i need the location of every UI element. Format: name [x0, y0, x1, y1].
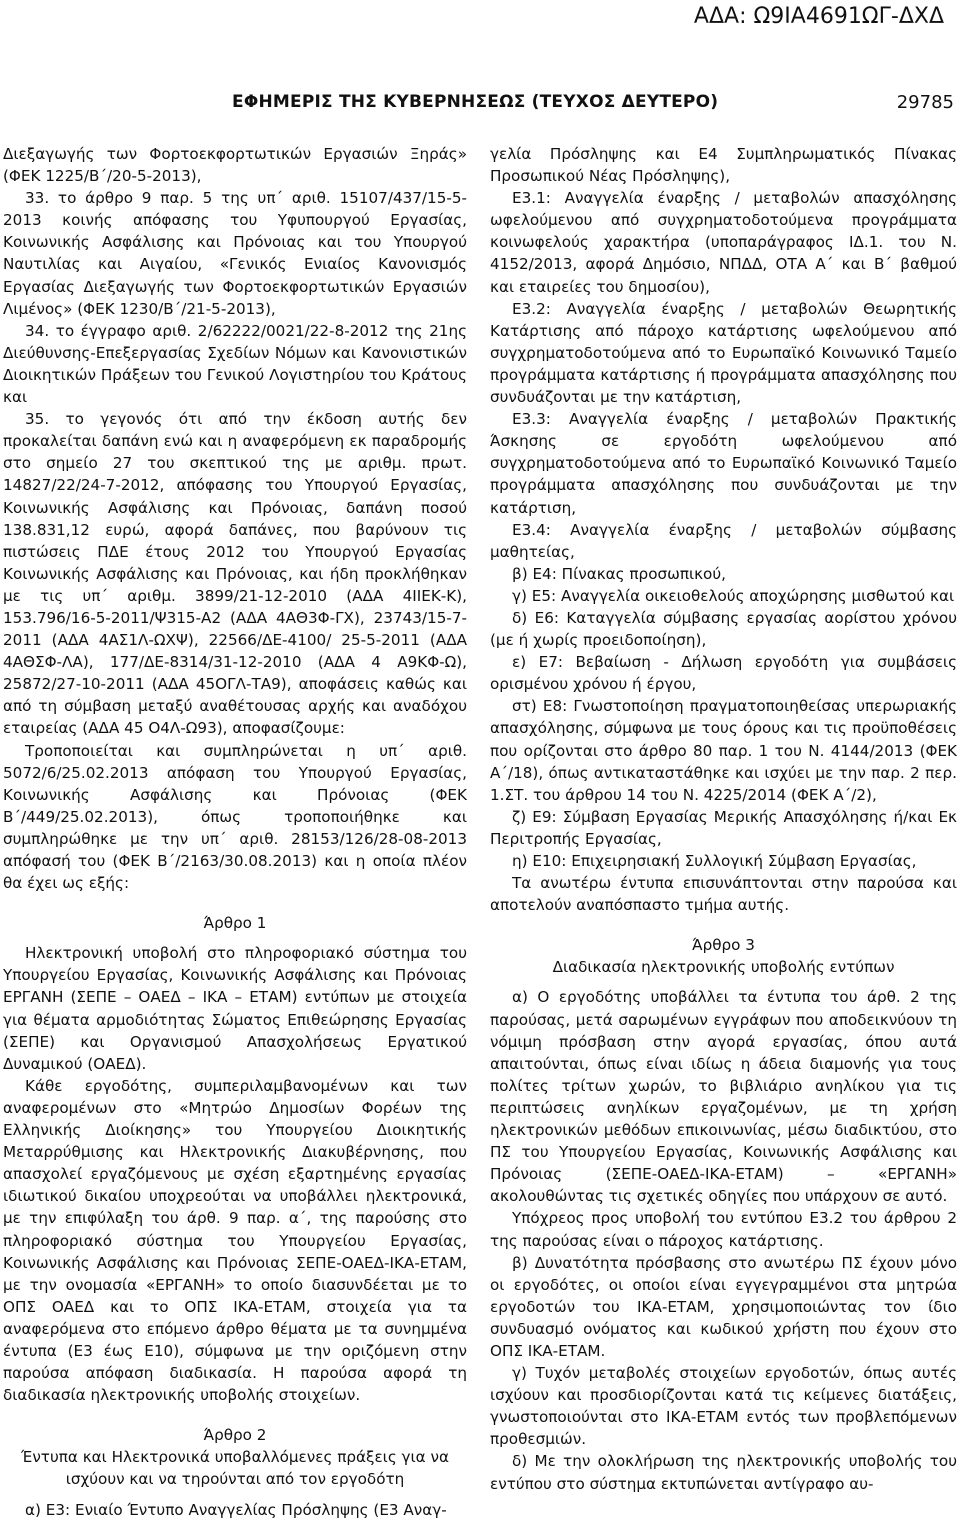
gazette-title: ΕΦΗΜΕΡΙΣ ΤΗΣ ΚΥΒΕΡΝΗΣΕΩΣ (ΤΕΥΧΟΣ ΔΕΥΤΕΡΟ)	[232, 92, 719, 112]
page-number: 29785	[896, 92, 954, 113]
paragraph: Τα ανωτέρω έντυπα επισυνάπτονται στην παρούσα και αποτελούν αναπόσπαστο τμήμα αυτής.	[490, 874, 957, 915]
paragraph: Υπόχρεος προς υποβολή του εντύπου Ε3.2 του άρθρου 2 της παρούσας είναι ο πάροχος κατάρτισης.	[490, 1209, 957, 1250]
paragraph: β) Ε4: Πίνακας προσωπικού,	[512, 564, 726, 583]
article-2-subtitle: Έντυπα και Ηλεκτρονικά υποβαλλόμενες πράξεις για να ισχύουν και να τηρούνται από τον εργοδότη	[20, 1448, 450, 1489]
left-column	[3, 143, 467, 1521]
page-header	[0, 92, 960, 118]
paragraph: β) Δυνατότητα πρόσβασης στο ανωτέρω ΠΣ έχουν μόνο οι εργοδότες, οι οποίοι είναι εγγεγραμμένοι στα μητρώα εργοδοτών του ΙΚΑ-ΕΤΑΜ, χρησιμοποιώντας τον ίδιο συνδυασμό ονόματος και κωδικού χρήστη που έχουν στο ΟΠΣ ΙΚΑ-ΕΤΑΜ.	[490, 1253, 957, 1360]
ada-code: ΑΔΑ: Ω9ΙΑ4691ΩΓ-ΔΧΔ	[693, 4, 944, 29]
paragraph: στ) Ε8: Γνωστοποίηση πραγματοποιηθείσας υπερωριακής απασχόλησης, σύμφωνα με τους όρους και τις προϋποθέσεις που ορίζονται στο άρθρο 80 παρ. 1 του Ν. 4144/2013 (ΦΕΚ Α΄/18), όπως αντικαταστάθηκε και ισχύει με την παρ. 2 περ. 1.ΣΤ. του άρθρου 14 του Ν. 4225/2014 (ΦΕΚ Α΄/2),	[490, 697, 957, 804]
paragraph: 33. το άρθρο 9 παρ. 5 της υπ΄ αριθ. 15107/437/15-5-2013 κοινής απόφασης του Υφυπουργού Εργασίας, Κοινωνικής Ασφάλισης και Πρόνοιας και του Υπουργού Ναυτιλίας και Αιγαίου, «Γενικός Ενιαίος Κανονισμός Εργασίας Διεξαγωγής των Φορτοεκφορτωτικών Εργασιών Λιμένος» (ΦΕΚ 1230/Β΄/21-5-2013),	[3, 189, 467, 318]
paragraph: 34. το έγγραφο αριθ. 2/62222/0021/22-8-2012 της 21ης Διεύθυνσης-Επεξεργασίας Σχεδίων Νόμων και Κανονιστικών Διοικητικών Πράξεων του Γενικού Λογιστηρίου του Κράτους και	[3, 321, 467, 407]
paragraph: γ) Ε5: Αναγγελία οικειοθελούς αποχώρησης μισθωτού και	[512, 586, 955, 605]
paragraph: η) Ε10: Επιχειρησιακή Συλλογική Σύμβαση Εργασίας,	[512, 852, 917, 870]
paragraph: Τροποποιείται και συμπληρώνεται η υπ΄ αριθ. 5072/6/25.02.2013 απόφαση του Υπουργού Εργασίας, Κοινωνικής Ασφάλισης και Πρόνοιας (ΦΕΚ Β΄/449/25.02.2013), όπως τροποποιήθηκε και συμπληρώθηκε με την υπ΄ αριθ. 28153/126/28-08-2013 απόφασή του (ΦΕΚ Β΄/2163/30.08.2013) και η οποία πλέον θα έχει ως εξής:	[3, 741, 467, 893]
paragraph: α) Ο εργοδότης υποβάλλει τα έντυπα του άρθ. 2 της παρούσας, μετά σαρωμένων εγγράφων που αποδεικνύουν τη νόμιμη πρόσβαση στην αγορά εργασίας, όπου αυτά απαιτούνται, όπως είναι ιδίως η άδεια διαμονής για τους πολίτες τρίτων χωρών, το βιβλιάριο ανηλίκου για τις περιπτώσεις ανηλίκων εργαζομένων, με τη χρήση ηλεκτρονικών μεθόδων επικοινωνίας, μέσω διαδικτύου, στο ΠΣ του Υπουργείου Εργασίας, Κοινωνικής Ασφάλισης και Πρόνοιας (ΣΕΠΕ-ΟΑΕΔ-ΙΚΑ-ΕΤΑΜ) – «ΕΡΓΑΝΗ» ακολουθώντας τις σχετικές οδηγίες που υπάρχουν σε αυτό.	[490, 988, 957, 1206]
paragraph: ε) Ε7: Βεβαίωση - Δήλωση εργοδότη για συμβάσεις ορισμένου χρόνου ή έργου,	[490, 653, 957, 694]
paragraph: Ε3.3: Αναγγελία έναρξης / μεταβολών Πρακτικής Άσκησης σε εργοδότη ωφελούμενου από συγχρηματοδοτούμενα από το Ευρωπαϊκό Κοινωνικό Ταμείο προγράμματα απασχόλησης που συνδυάζονται με την κατάρτιση,	[490, 410, 957, 517]
paragraph: γ) Τυχόν μεταβολές στοιχείων εργοδοτών, όπως αυτές ισχύουν και προσδιορίζονται κατά τις κείμενες διατάξεις, γνωστοποιούνται στο ΙΚΑ-ΕΤΑΜ εντός των προβλεπόμενων προθεσμιών.	[490, 1364, 957, 1449]
paragraph: Ηλεκτρονική υποβολή στο πληροφοριακό σύστημα του Υπουργείου Εργασίας, Κοινωνικής Ασφάλισης και Πρόνοιας ΕΡΓΑΝΗ (ΣΕΠΕ – ΟΑΕΔ – ΙΚΑ – ΕΤΑΜ) εντύπων με στοιχεία για θέματα αρμοδιότητας Σώματος Επιθεώρησης Εργασίας (ΣΕΠΕ) και Οργανισμού Απασχολήσεως Εργατικού Δυναμικού (ΟΑΕΔ).	[3, 944, 467, 1073]
paragraph: Κάθε εργοδότης, συμπεριλαμβανομένων και των αναφερομένων στο «Μητρώο Δημοσίων Φορέων της Ελληνικής Διοίκησης» του Υπουργείου Διοικητικής Μεταρρύθμισης και Ηλεκτρονικής Διακυβέρνησης, που απασχολεί εργαζόμενους με σχέση εξαρτημένης εργασίας ιδιωτικού δικαίου υποχρεούται να υποβάλλει ηλεκτρονικά, με την επιφύλαξη του άρθ. 9 παρ. α΄, της παρούσης στο πληροφοριακό σύστημα του Υπουργείου Εργασίας, Κοινωνικής Ασφάλισης και Πρόνοιας ΣΕΠΕ-ΟΑΕΔ-ΙΚΑ-ΕΤΑΜ, με την ονομασία «ΕΡΓΑΝΗ» το οποίο διασυνδέεται με το ΟΠΣ ΟΑΕΔ και το ΟΠΣ ΙΚΑ-ΕΤΑΜ, στοιχεία για τα αναφερόμενα στο επόμενο άρθρο θέματα με τα συνημμένα έντυπα (Ε3 έως Ε10), σύμφωνα με την οριζόμενη στην παρούσα απόφαση διαδικασία. Η παρούσα αφορά τη διαδικασία ηλεκτρονικής υποβολής στοιχείων.	[3, 1076, 467, 1405]
paragraph: ζ) Ε9: Σύμβαση Εργασίας Μερικής Απασχόλησης ή/και Εκ Περιτροπής Εργασίας,	[490, 807, 957, 848]
right-column	[490, 143, 957, 1495]
paragraph: Ε3.4: Αναγγελία έναρξης / μεταβολών σύμβασης μαθητείας,	[490, 520, 957, 561]
paragraph: 35. το γεγονός ότι από την έκδοση αυτής δεν προκαλείται δαπάνη ενώ και η αναφερόμενη εκ παραδρομής στο σημείο 27 του σκεπτικού της με αριθμ. πρωτ. 14827/22/24-7-2012, απόφασης του Υπουργού Εργασίας, Κοινωνικής Ασφάλισης και Πρόνοιας, δαπάνη ποσού 138.831,12 ευρώ, αφορά δαπάνες, που βαρύνουν τις πιστώσεις ΠΔΕ έτους 2012 του Υπουργού Εργασίας Κοινωνικής Ασφάλισης και Πρόνοιας, και ήδη προκλήθηκαν με τις υπ΄ αριθμ. 3899/21-12-2010 (ΑΔΑ 4ΙΙΕΚ-Κ), 153.796/16-5-2011/Ψ315-Α2 (ΑΔΑ 4ΑΘ3Φ-ΓΧ), 23743/15-7-2011 (ΑΔΑ 4ΑΣ1Λ-ΩΧΨ), 22566/ΔΕ-4100/ 25-5-2011 (ΑΔΑ 4ΑΘΣΦ-ΛΑ), 177/ΔΕ-8314/31-12-2010 (ΑΔΑ 4 Α9ΚΦ-Ω), 25872/27-10-2011 (ΑΔΑ 45ΟΓΛ-ΤΑ9), αποφάσεις καθώς και από τη σύμβαση μεταξύ αναθέτουσας αρχής και αναδόχου εταιρείας (ΑΔΑ 45 Ο4Λ-Ω93), αποφασίζουμε:	[3, 410, 467, 738]
article-3-subtitle: Διαδικασία ηλεκτρονικής υποβολής εντύπων	[552, 958, 895, 977]
article-2-heading: Άρθρο 2	[203, 1426, 267, 1445]
article-1-heading: Άρθρο 1	[203, 914, 267, 933]
paragraph: γελία Πρόσληψης και Ε4 Συμπληρωματικός Πίνακας Προσωπικού Νέας Πρόσληψης),	[490, 145, 957, 186]
paragraph: α) Ε3: Ενιαίο Έντυπο Αναγγελίας Πρόσληψης (Ε3 Αναγ-	[25, 1500, 447, 1519]
article-3-heading: Άρθρο 3	[692, 936, 755, 955]
paragraph: δ) Με την ολοκλήρωση της ηλεκτρονικής υποβολής του εντύπου στο σύστημα εκτυπώνεται αντίγραφο αυ-	[490, 1452, 957, 1493]
paragraph: Ε3.1: Αναγγελία έναρξης / μεταβολών απασχόλησης ωφελούμενου από συγχρηματοδοτούμενα προγράμματα κοινωφελούς χαρακτήρα (υποπαράγραφος ΙΔ.1. του Ν. 4152/2013, αφορά Δημόσιο, ΝΠΔΔ, ΟΤΑ Α΄ και Β΄ βαθμού και εταιρείες του δημοσίου),	[490, 189, 957, 296]
paragraph: Ε3.2: Αναγγελία έναρξης / μεταβολών Θεωρητικής Κατάρτισης από πάροχο κατάρτισης ωφελούμενου από συγχρηματοδοτούμενα από το Ευρωπαϊκό Κοινωνικό Ταμείο προγράμματα κατάρτισης ή προγράμματα απασχόλησης που συνδυάζονται με την κατάρτιση,	[490, 299, 957, 407]
paragraph: Διεξαγωγής των Φορτοεκφορτωτικών Εργασιών Ξηράς» (ΦΕΚ 1225/Β΄/20-5-2013),	[3, 145, 467, 186]
paragraph: δ) Ε6: Καταγγελία σύμβασης εργασίας αορίστου χρόνου (με ή χωρίς προειδοποίηση),	[490, 608, 957, 650]
